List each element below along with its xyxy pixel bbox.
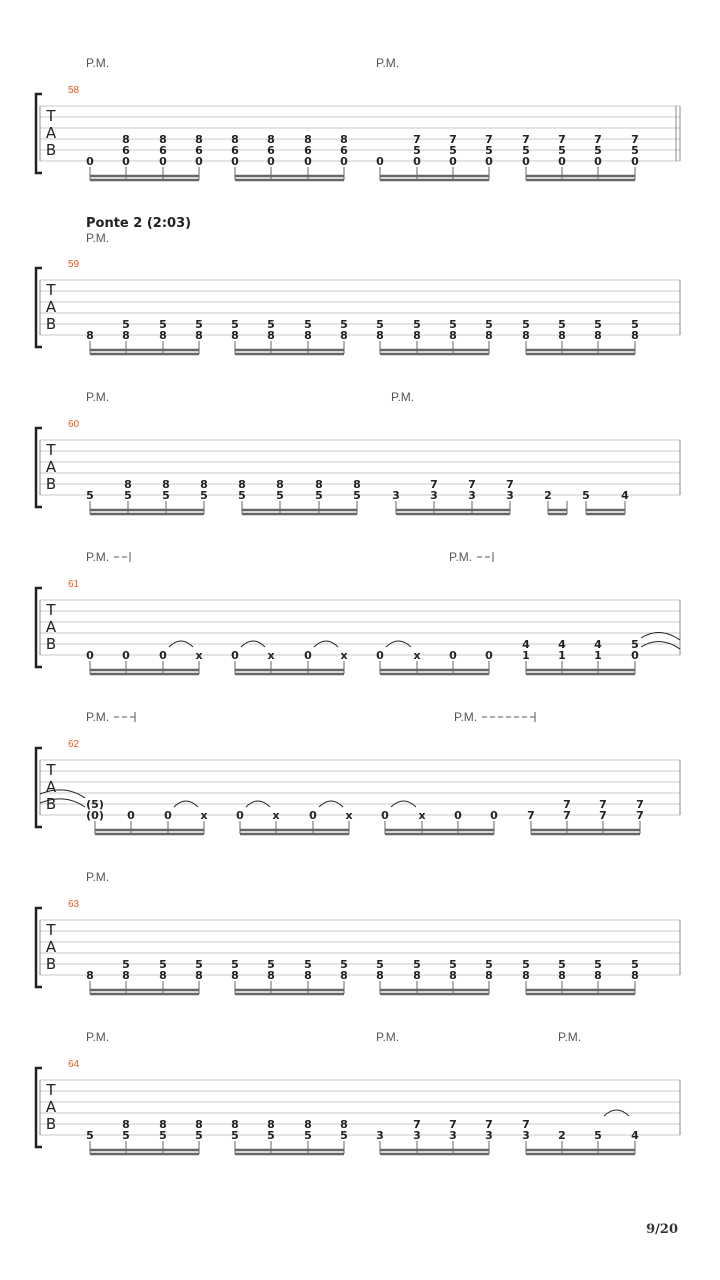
fret-number: 0 [522,155,530,168]
fret-number: 8 [449,969,457,982]
fret-number: 5 [315,489,323,502]
fret-number: 7 [522,133,530,146]
fret-number: 7 [413,1118,421,1131]
fret-number: 5 [159,318,167,331]
fret-number: 7 [527,809,535,822]
fret-number: 5 [159,958,167,971]
fret-number: 8 [122,1118,130,1131]
fret-number: 5 [594,144,602,157]
palm-mute-label: P.M. [391,390,415,404]
fret-number: 5 [304,958,312,971]
palm-mute-label: P.M. [86,390,110,404]
fret-number: 8 [353,478,361,491]
fret-number: 0 [454,809,462,822]
palm-mute-label: P.M. [86,710,110,724]
tab-system-58 [36,56,680,180]
tab-clef-letter: T [46,107,56,125]
tab-clef-letter: T [46,761,56,779]
fret-number: 8 [594,969,602,982]
fret-number: 3 [449,1129,457,1142]
fret-number: 0 [631,155,639,168]
fret-number: 0 [86,155,94,168]
tab-clef-letter: B [45,635,57,653]
palm-mute-label: P.M. [376,56,400,70]
fret-number: 8 [159,133,167,146]
fret-number: 8 [162,478,170,491]
fret-number: 8 [195,1118,203,1131]
fret-number: 5 [413,144,421,157]
fret-number: 8 [276,478,284,491]
measure-number: 64 [68,1059,80,1070]
fret-number: 8 [200,478,208,491]
tie-arc [641,632,680,640]
fret-number: 5 [631,638,639,651]
fret-number: 7 [599,809,607,822]
fret-number: 5 [558,958,566,971]
fret-number: 0 [267,155,275,168]
fret-number: 5 [231,958,239,971]
fret-number: 8 [315,478,323,491]
fret-number: 8 [376,969,384,982]
fret-number: x [345,809,353,822]
fret-number: 5 [594,318,602,331]
fret-number: 7 [594,133,602,146]
tab-system-60 [36,390,680,514]
fret-number: 8 [449,329,457,342]
fret-number: 8 [522,969,530,982]
fret-number: 5 [267,1129,275,1142]
fret-number: x [195,649,203,662]
fret-number: x [267,649,275,662]
fret-number: 8 [195,969,203,982]
fret-number: 8 [413,969,421,982]
fret-number: 5 [267,958,275,971]
fret-number: 8 [340,133,348,146]
fret-number: 4 [594,638,602,651]
palm-mute-label: P.M. [86,550,110,564]
fret-number: 5 [413,958,421,971]
fret-number: 8 [413,329,421,342]
fret-number: 5 [522,144,530,157]
fret-number: 5 [231,1129,239,1142]
fret-number: 5 [376,318,384,331]
fret-number: 0 [304,155,312,168]
fret-number: 8 [231,969,239,982]
fret-number: 4 [621,489,629,502]
tab-clef-letter: A [45,298,57,316]
fret-number: 5 [376,958,384,971]
fret-number: 5 [340,958,348,971]
fret-number: 5 [582,489,590,502]
fret-number: 4 [558,638,566,651]
palm-mute-label: P.M. [376,1030,400,1044]
fret-number: 0 [164,809,172,822]
fret-number: 5 [122,318,130,331]
fret-number: 6 [122,144,130,157]
fret-number: 0 [413,155,421,168]
fret-number: 0 [490,809,498,822]
tab-clef-letter: A [45,778,57,796]
fret-number: x [200,809,208,822]
fret-number: 5 [267,318,275,331]
fret-number: 8 [485,969,493,982]
fret-number: 8 [122,133,130,146]
tab-clef-letter: T [46,1081,56,1099]
fret-number: 5 [86,489,94,502]
fret-number: 2 [558,1129,566,1142]
fret-number: 7 [413,133,421,146]
tie-arc [641,641,680,649]
fret-number: 3 [522,1129,530,1142]
fret-number: 1 [522,649,530,662]
fret-number: 8 [485,329,493,342]
fret-number: 0 [159,649,167,662]
fret-number: 5 [631,958,639,971]
fret-number: 7 [485,1118,493,1131]
fret-number: 5 [558,318,566,331]
fret-number: 3 [485,1129,493,1142]
palm-mute-label: P.M. [558,1030,582,1044]
fret-number: 4 [522,638,530,651]
fret-number: 5 [231,318,239,331]
measure-number: 62 [68,739,80,750]
fret-number: 5 [353,489,361,502]
fret-number: 6 [159,144,167,157]
fret-number: 6 [340,144,348,157]
fret-number: 0 [122,649,130,662]
fret-number: 7 [468,478,476,491]
tab-clef-letter: B [45,315,57,333]
fret-number: 5 [195,318,203,331]
fret-number: x [418,809,426,822]
palm-mute-label: P.M. [86,231,110,245]
fret-number: 5 [449,144,457,157]
palm-mute-label: P.M. [449,550,473,564]
tab-clef-letter: A [45,1098,57,1116]
fret-number: 3 [430,489,438,502]
fret-number: 8 [267,1118,275,1131]
fret-number: 5 [200,489,208,502]
fret-number: 7 [430,478,438,491]
fret-number: 7 [449,133,457,146]
fret-number: 8 [267,969,275,982]
fret-number: 1 [594,649,602,662]
fret-number: 8 [340,1118,348,1131]
fret-number: 0 [485,649,493,662]
fret-number: 8 [159,969,167,982]
page-number: 9/20 [646,1222,678,1237]
fret-number: 5 [631,318,639,331]
fret-number: 0 [449,649,457,662]
fret-number: 5 [485,958,493,971]
fret-number: 7 [563,798,571,811]
fret-number: 7 [449,1118,457,1131]
fret-number: 0 [449,155,457,168]
fret-number: 7 [522,1118,530,1131]
fret-number: 8 [231,329,239,342]
tab-system-59 [36,216,680,354]
fret-number: 8 [159,329,167,342]
fret-number: 8 [376,329,384,342]
fret-number: 0 [122,155,130,168]
fret-number: 0 [309,809,317,822]
tab-clef-letter: B [45,141,57,159]
fret-number: 0 [340,155,348,168]
fret-number: 0 [86,649,94,662]
fret-number: 7 [636,798,644,811]
fret-number: x [272,809,280,822]
fret-number: 7 [631,133,639,146]
fret-number: 5 [631,144,639,157]
fret-number: (5) [86,798,104,811]
fret-number: 5 [304,1129,312,1142]
fret-number: 8 [340,969,348,982]
fret-number: 5 [238,489,246,502]
fret-number: 0 [236,809,244,822]
fret-number: 3 [506,489,514,502]
tab-clef-letter: A [45,938,57,956]
fret-number: 8 [86,969,94,982]
fret-number: 8 [267,133,275,146]
measure-number: 60 [68,419,80,430]
fret-number: 0 [594,155,602,168]
fret-number: 5 [122,1129,130,1142]
fret-number: 0 [231,155,239,168]
fret-number: 0 [304,649,312,662]
fret-number: 8 [124,478,132,491]
fret-number: 0 [231,649,239,662]
fret-number: 0 [159,155,167,168]
fret-number: (0) [86,809,104,822]
palm-mute-label: P.M. [86,56,110,70]
tab-system-63 [36,870,680,994]
fret-number: 5 [340,1129,348,1142]
fret-number: x [340,649,348,662]
fret-number: 7 [506,478,514,491]
tab-clef-letter: T [46,441,56,459]
fret-number: 8 [304,969,312,982]
fret-number: 0 [381,809,389,822]
fret-number: 5 [195,1129,203,1142]
fret-number: 5 [304,318,312,331]
fret-number: 5 [195,958,203,971]
fret-number: 8 [238,478,246,491]
fret-number: 6 [195,144,203,157]
measure-number: 59 [68,259,80,270]
fret-number: 5 [594,958,602,971]
palm-mute-label: P.M. [86,870,110,884]
fret-number: 5 [449,958,457,971]
fret-number: 8 [86,329,94,342]
fret-number: 7 [558,133,566,146]
tab-clef-letter: T [46,601,56,619]
fret-number: 3 [392,489,400,502]
fret-number: 8 [631,329,639,342]
fret-number: 0 [485,155,493,168]
fret-number: 6 [304,144,312,157]
tab-clef-letter: A [45,618,57,636]
fret-number: 0 [195,155,203,168]
fret-number: 8 [558,969,566,982]
fret-number: 3 [376,1129,384,1142]
fret-number: 5 [558,144,566,157]
fret-number: 5 [159,1129,167,1142]
tab-clef-letter: T [46,921,56,939]
fret-number: 8 [231,1118,239,1131]
fret-number: 7 [485,133,493,146]
tab-clef-letter: B [45,475,57,493]
fret-number: 7 [636,809,644,822]
fret-number: 5 [162,489,170,502]
fret-number: 3 [413,1129,421,1142]
fret-number: 5 [522,958,530,971]
fret-number: 0 [558,155,566,168]
fret-number: 8 [195,133,203,146]
fret-number: 5 [594,1129,602,1142]
measure-number: 61 [68,579,80,590]
fret-number: 8 [304,329,312,342]
fret-number: 4 [631,1129,639,1142]
palm-mute-label: P.M. [86,1030,110,1044]
tab-clef-letter: B [45,955,57,973]
palm-mute-label: P.M. [454,710,478,724]
tab-clef-letter: A [45,458,57,476]
fret-number: 8 [631,969,639,982]
fret-number: 5 [449,318,457,331]
fret-number: 0 [376,649,384,662]
tab-system-61 [36,550,680,674]
fret-number: 1 [558,649,566,662]
fret-number: 6 [231,144,239,157]
tab-system-62 [36,710,680,834]
tab-clef-letter: A [45,124,57,142]
fret-number: 8 [267,329,275,342]
fret-number: x [413,649,421,662]
tab-clef-letter: T [46,281,56,299]
fret-number: 5 [485,318,493,331]
fret-number: 5 [124,489,132,502]
fret-number: 8 [304,133,312,146]
fret-number: 5 [86,1129,94,1142]
fret-number: 2 [544,489,552,502]
fret-number: 8 [122,329,130,342]
fret-number: 8 [594,329,602,342]
fret-number: 5 [522,318,530,331]
fret-number: 5 [413,318,421,331]
fret-number: 5 [276,489,284,502]
fret-number: 8 [122,969,130,982]
fret-number: 7 [599,798,607,811]
fret-number: 5 [340,318,348,331]
fret-number: 5 [122,958,130,971]
measure-number: 63 [68,899,80,910]
fret-number: 6 [267,144,275,157]
fret-number: 0 [631,649,639,662]
fret-number: 8 [195,329,203,342]
fret-number: 8 [304,1118,312,1131]
fret-number: 5 [485,144,493,157]
tab-clef-letter: B [45,795,57,813]
fret-number: 8 [231,133,239,146]
fret-number: 8 [159,1118,167,1131]
tab-clef-letter: B [45,1115,57,1133]
section-title: Ponte 2 (2:03) [86,216,192,231]
fret-number: 7 [563,809,571,822]
fret-number: 0 [127,809,135,822]
fret-number: 8 [558,329,566,342]
fret-number: 8 [340,329,348,342]
tab-system-64 [36,1030,680,1154]
fret-number: 8 [522,329,530,342]
measure-number: 58 [68,85,80,96]
fret-number: 3 [468,489,476,502]
fret-number: 0 [376,155,384,168]
